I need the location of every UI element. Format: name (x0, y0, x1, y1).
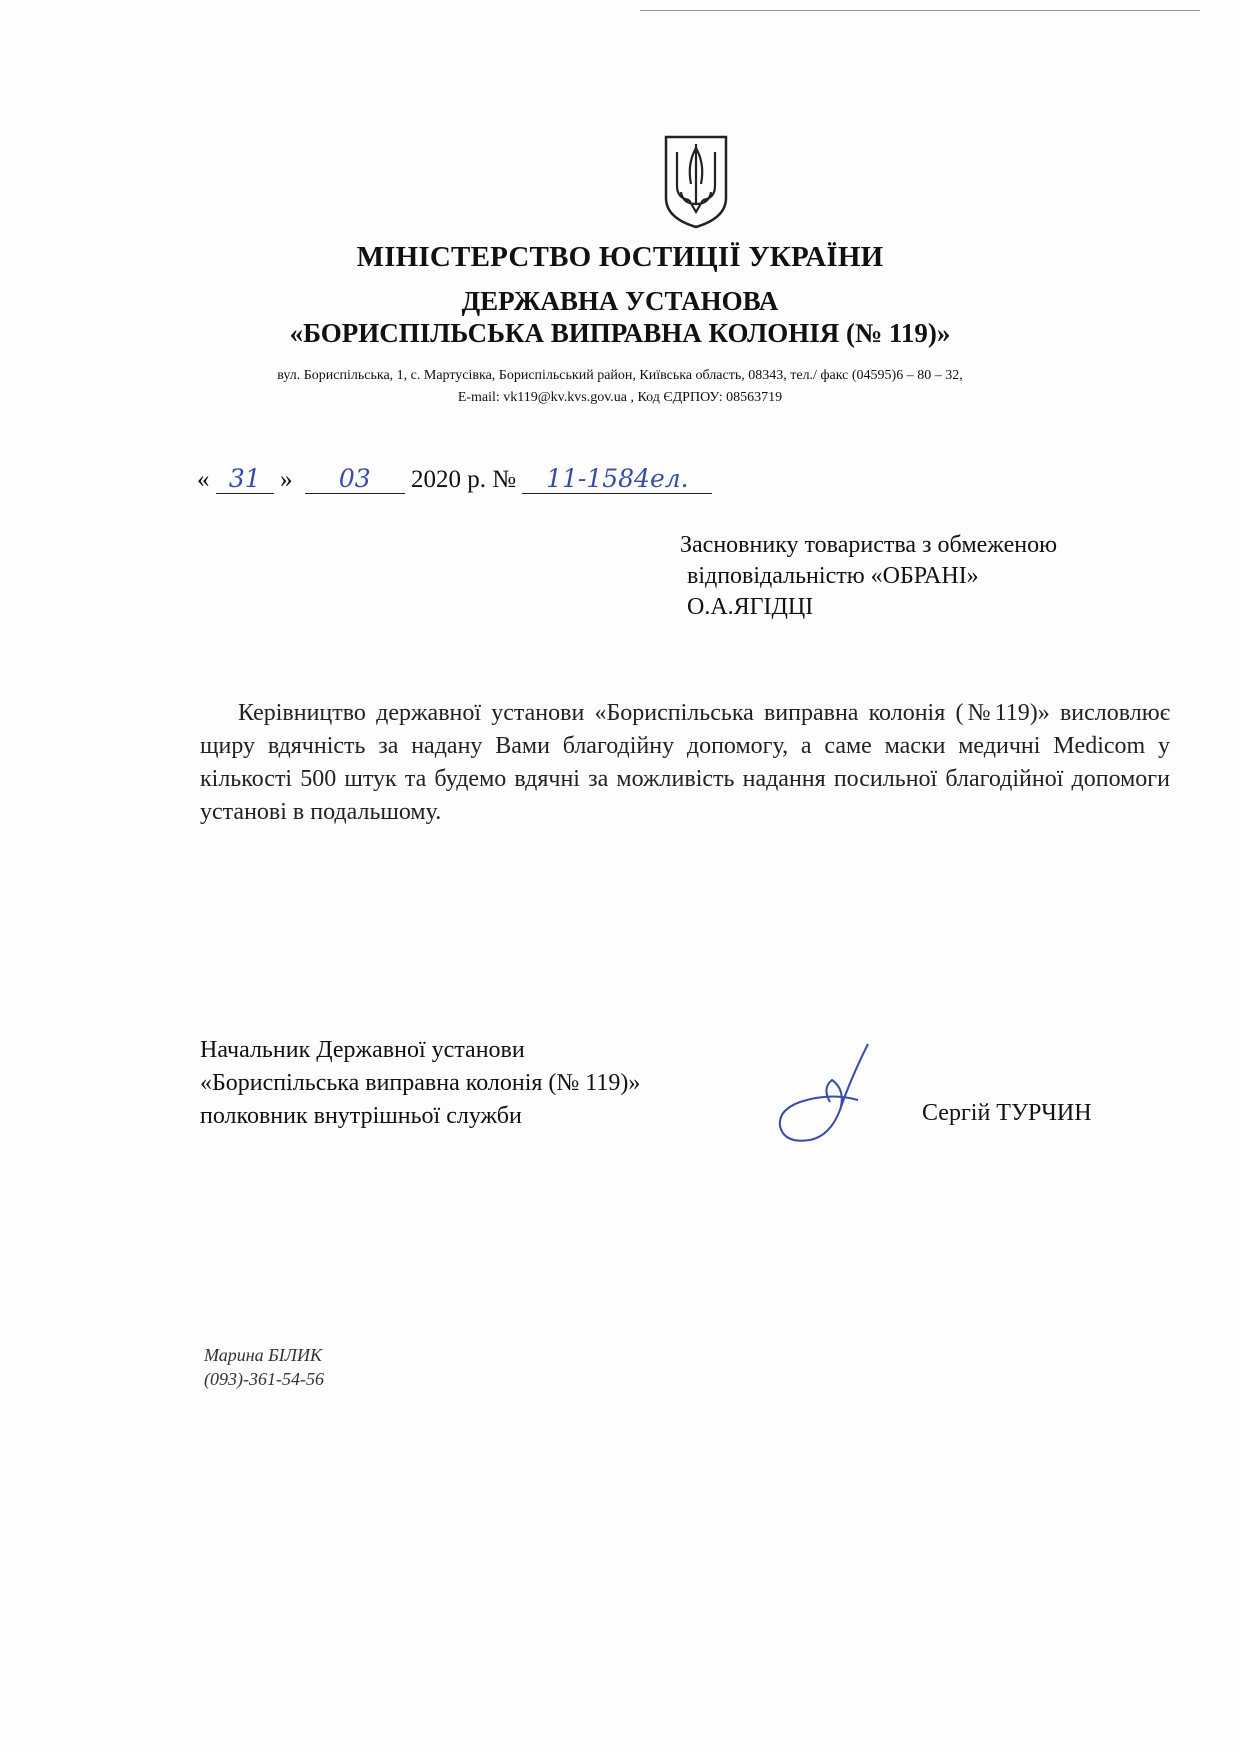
institution-type: ДЕРЖАВНА УСТАНОВА (461, 286, 779, 316)
ministry-heading: МІНІСТЕРСТВО ЮСТИЦІЇ УКРАЇНИ (356, 241, 884, 273)
letter-body: Керівництво державної установи «Бориспільська виправна колонія (№119)» висловлює щиру вдячність за надану Вами благодійну допомогу, а саме маски медичні Medicom у кількості 500 штук та будемо вдячні за можливість надання посильної благодійної допомоги установі в подальшому. (200, 700, 1170, 825)
signer-title (200, 1034, 800, 1133)
executor-phone: (093)-361-54-56 (204, 1369, 324, 1389)
signer-title-line-1: Начальник Державної установи (200, 1037, 525, 1063)
recipient-block (680, 530, 1200, 623)
institution-name: «БОРИСПІЛЬСЬКА ВИПРАВНА КОЛОНІЯ (№ 119)» (289, 318, 951, 348)
executor-name: Марина БІЛИК (204, 1345, 322, 1365)
reference-year: 2020 р. № (411, 466, 517, 493)
signer-name: Сергій ТУРЧИН (922, 1100, 1092, 1126)
recipient-line-2: відповідальністю «ОБРАНІ» (687, 563, 979, 589)
trident-emblem-icon (663, 134, 729, 230)
address-line-2: E-mail: vk119@kv.kvs.gov.ua , Код ЄДРПОУ: 08563719 (457, 390, 783, 405)
address-line-1: вул. Бориспільська, 1, с. Мартусівка, Бориспільський район, Київська область, 08343, тел./ факс (04595)6 – 80 – 32, (277, 368, 963, 383)
signature-icon (770, 1040, 880, 1150)
signer-title-line-2: «Бориспільська виправна колонія (№ 119)» (200, 1070, 641, 1096)
recipient-name: О.А.ЯГІДЦІ (687, 594, 814, 620)
reference-month: 03 (305, 464, 405, 494)
executor-block (204, 1343, 324, 1391)
recipient-line-1: Засновнику товариства з обмеженою (680, 532, 1057, 558)
signer-title-line-3: полковник внутрішньої служби (200, 1103, 522, 1129)
reference-number: 11-1584ел. (522, 464, 712, 494)
quote-open: « (197, 466, 210, 493)
reference-line (197, 464, 712, 494)
reference-day: 31 (216, 464, 274, 494)
quote-close: » (280, 466, 293, 493)
top-rule (640, 10, 1200, 11)
